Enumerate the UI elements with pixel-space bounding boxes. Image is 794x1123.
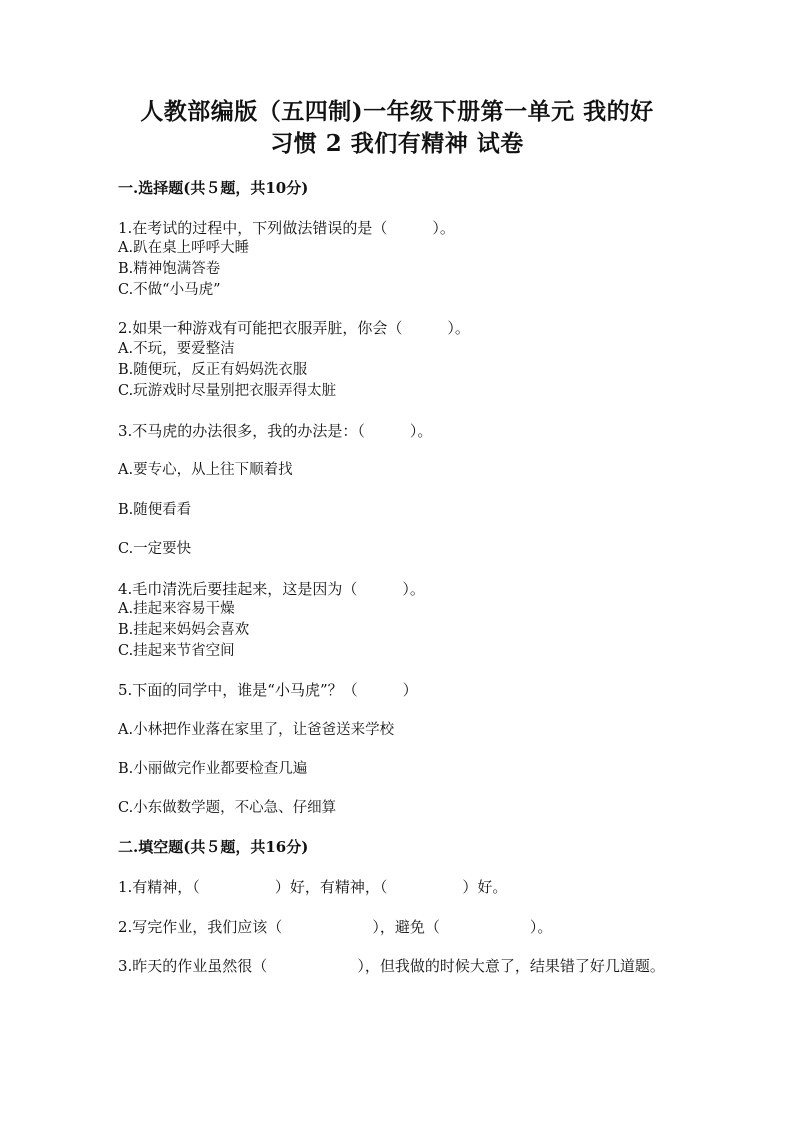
question-1-stem: 1.在考试的过程中，下列做法错误的是（ ）。	[118, 219, 455, 237]
question-4-option-b: B.挂起来妈妈会喜欢	[118, 622, 250, 638]
fill-question-3: 3.昨天的作业虽然很（ ），但我做的时候大意了，结果错了好几道题。	[118, 957, 665, 975]
fill-question-2: 2.写完作业，我们应该（ ），避免（ ）。	[118, 918, 553, 936]
question-4-option-a: A.挂起来容易干燥	[118, 601, 235, 617]
question-1-option-a: A.趴在桌上呼呼大睡	[118, 240, 250, 256]
title-line-2: 习惯 2 我们有精神 试卷	[270, 130, 524, 157]
exam-title	[80, 96, 714, 160]
section-heading-fill: 二.填空题(共５题，共16分)	[118, 838, 309, 856]
title-line-1: 人教部编版（五四制)一年级下册第一单元 我的好	[140, 98, 654, 125]
question-1-option-c: C.不做“小马虎”	[118, 282, 221, 298]
question-3-stem: 3.不马虎的办法很多，我的办法是：（ ）。	[118, 422, 433, 440]
question-3-option-b: B.随便看看	[118, 502, 192, 518]
question-4-option-c: C.挂起来节省空间	[118, 643, 235, 659]
question-2-stem: 2.如果一种游戏有可能把衣服弄脏，你会（ ）。	[118, 319, 470, 337]
question-5-option-c: C.小东做数学题，不心急、仔细算	[118, 800, 337, 816]
question-4-stem: 4.毛巾清洗后要挂起来，这是因为（ ）。	[118, 580, 425, 598]
fill-question-1: 1.有精神，（ ）好，有精神，（ ）好。	[118, 878, 508, 896]
question-3-option-c: C.一定要快	[118, 541, 192, 557]
question-5-option-b: B.小丽做完作业都要检查几遍	[118, 761, 308, 777]
question-2-option-b: B.随便玩，反正有妈妈洗衣服	[118, 362, 308, 378]
question-5-stem: 5.下面的同学中，谁是“小马虎”？（ ）	[118, 681, 418, 699]
question-3-option-a: A.要专心，从上往下顺着找	[118, 462, 293, 478]
question-1-option-b: B.精神饱满答卷	[118, 261, 221, 277]
question-5-option-a: A.小林把作业落在家里了，让爸爸送来学校	[118, 722, 395, 738]
section-heading-choice: 一.选择题(共５题，共10分)	[118, 179, 309, 197]
question-2-option-c: C.玩游戏时尽量别把衣服弄得太脏	[118, 383, 337, 399]
question-2-option-a: A.不玩，要爱整洁	[118, 341, 235, 357]
